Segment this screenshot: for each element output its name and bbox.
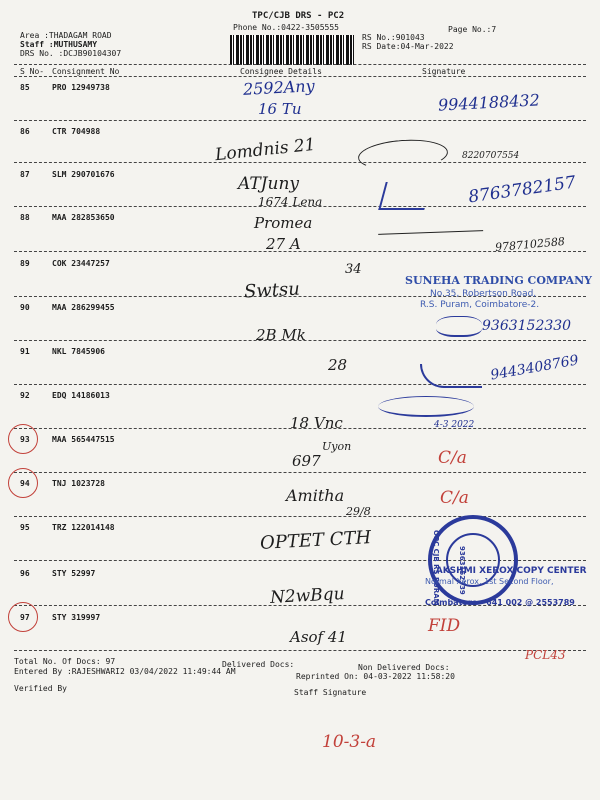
- row-consignment: STY 319997: [52, 613, 101, 622]
- xerox-stamp-title: LAKSHMI XEROX COPY CENTER: [430, 566, 587, 576]
- row-sno: 95: [20, 523, 30, 532]
- row-sno: 97: [20, 613, 30, 622]
- document-title: TPC/CJB DRS - PC2: [252, 11, 345, 21]
- company-stamp-line: No.35, Robertson Road,: [430, 289, 537, 299]
- row-consignment: STY 52997: [52, 569, 96, 578]
- row-divider: [14, 384, 586, 385]
- xerox-stamp-line: Coimbatore - 641 002 @ 2553789: [425, 598, 575, 607]
- row-consignment: COK 23447257: [52, 259, 110, 268]
- row-consignment: MAA 282853650: [52, 213, 115, 222]
- row-consignment: SLM 290701676: [52, 170, 115, 179]
- phone-number: Phone No.:0422-3505555: [233, 23, 339, 32]
- handwritten-name: Swtsu: [243, 278, 301, 303]
- row-consignment: CTR 704988: [52, 127, 101, 136]
- handwritten-note: FID: [428, 616, 461, 636]
- handwritten-note: 29/8: [346, 505, 371, 518]
- handwritten-note: 1674 Lena: [258, 195, 323, 209]
- handwritten-note: 28: [328, 356, 348, 374]
- row-consignment: MAA 565447515: [52, 435, 115, 444]
- col-sno: S No-: [20, 67, 45, 76]
- row-consignment: EDQ 14186013: [52, 391, 110, 400]
- handwritten-name: Lomdnis 21: [214, 134, 317, 166]
- total-docs: Total No. Of Docs: 97: [14, 657, 116, 666]
- delivered-docs: Delivered Docs:: [222, 660, 295, 669]
- row-sno: 87: [20, 170, 30, 179]
- row-sno: 94: [20, 479, 30, 488]
- handwritten-name: OPTET CTH: [259, 527, 372, 554]
- area-field: Area :THADAGAM ROAD: [20, 31, 112, 40]
- row-sno: 90: [20, 303, 30, 312]
- handwritten-note: 16 Tu: [258, 100, 302, 118]
- handwritten-phone: 8220707554: [462, 151, 520, 161]
- handwritten-note: 697: [292, 452, 321, 470]
- red-circle-mark: [8, 468, 38, 498]
- rs-number: RS No.:901043: [362, 33, 425, 42]
- signature-scribble: [378, 396, 474, 417]
- barcode: [230, 35, 354, 65]
- row-sno: 92: [20, 391, 30, 400]
- handwritten-note: 18 Vnc: [290, 414, 343, 432]
- row-sno: 86: [20, 127, 30, 136]
- handwritten-note: 34: [345, 262, 362, 277]
- page-number: Page No.:7: [448, 25, 497, 34]
- handwritten-name: Amitha: [286, 486, 345, 505]
- handwritten-name: 2592Any: [242, 76, 316, 99]
- handwritten-phone: 9787102588: [494, 234, 566, 255]
- staff-signature: Staff Signature: [294, 688, 367, 697]
- col-consignee: Consignee Details: [240, 67, 322, 76]
- handwritten-note: 27 A: [266, 235, 301, 253]
- handwritten-date: 10-3-a: [322, 732, 377, 752]
- handwritten-note: C/a: [440, 488, 469, 508]
- row-consignment: NKL 7845906: [52, 347, 105, 356]
- handwritten-note: 2B Mk: [256, 326, 306, 344]
- row-divider: [14, 472, 586, 473]
- row-sno: 88: [20, 213, 30, 222]
- handwritten-date: 4-3 2022: [434, 420, 475, 430]
- row-divider: [14, 120, 586, 121]
- handwritten-note: C/a: [438, 448, 467, 468]
- staff-field: Staff :MUTHUSAMY: [20, 40, 98, 49]
- red-circle-mark: [8, 602, 38, 632]
- handwritten-name: Asof 41: [290, 628, 347, 646]
- row-consignment: TRZ 122014148: [52, 523, 115, 532]
- verified-by: Verified By: [14, 684, 67, 693]
- signature-scribble: [378, 220, 483, 235]
- stamp-ring-text: OPC CJB RS PURAM: [432, 530, 440, 606]
- handwritten-name: N2wBqu: [269, 584, 346, 608]
- row-sno: 91: [20, 347, 30, 356]
- col-consignment: Consignment No: [52, 67, 120, 76]
- row-sno: 96: [20, 569, 30, 578]
- row-consignment: TNJ 1023728: [52, 479, 105, 488]
- handwritten-phone: 9944188432: [437, 90, 541, 115]
- row-consignment: MAA 286299455: [52, 303, 115, 312]
- red-circle-mark: [8, 424, 38, 454]
- handwritten-name: ATJuny: [238, 174, 300, 194]
- handwritten-note: Uyon: [322, 440, 352, 453]
- row-divider: [14, 516, 586, 517]
- drs-number: DRS No. :DCJB90104307: [20, 49, 122, 58]
- handwritten-phone: 9443408769: [489, 352, 580, 384]
- rs-date: RS Date:04-Mar-2022: [362, 42, 454, 51]
- entered-by: Entered By :RAJESHWARI2 03/04/2022 11:49:44 AM: [14, 667, 236, 676]
- row-divider: [14, 650, 586, 651]
- handwritten-phone: 8763782157: [467, 172, 578, 208]
- signature-scribble: [436, 316, 482, 337]
- reprinted-on: Reprinted On: 04-03-2022 11:58:20: [296, 672, 455, 681]
- stamp-phone: 9363152339: [458, 546, 466, 595]
- header-divider: [14, 64, 586, 65]
- company-stamp-line: R.S. Puram, Coimbatore-2.: [420, 300, 540, 310]
- row-sno: 89: [20, 259, 30, 268]
- non-delivered-docs: Non Delivered Docs:: [358, 663, 450, 672]
- handwritten-phone: 9363152330: [482, 318, 572, 334]
- col-signature: Signature: [422, 67, 466, 76]
- signature-scribble: [357, 137, 449, 173]
- handwritten-name: Promea: [254, 214, 313, 232]
- company-stamp-title: SUNEHA TRADING COMPANY: [405, 274, 592, 287]
- row-consignment: PRO 12949738: [52, 83, 110, 92]
- row-sno: 85: [20, 83, 30, 92]
- row-divider: [14, 162, 586, 163]
- handwritten-note: PCL43: [525, 648, 566, 662]
- row-sno: 93: [20, 435, 30, 444]
- xerox-stamp-line: Normal Xerox, 1st Second Floor,: [425, 577, 554, 586]
- signature-scribble: [378, 182, 432, 210]
